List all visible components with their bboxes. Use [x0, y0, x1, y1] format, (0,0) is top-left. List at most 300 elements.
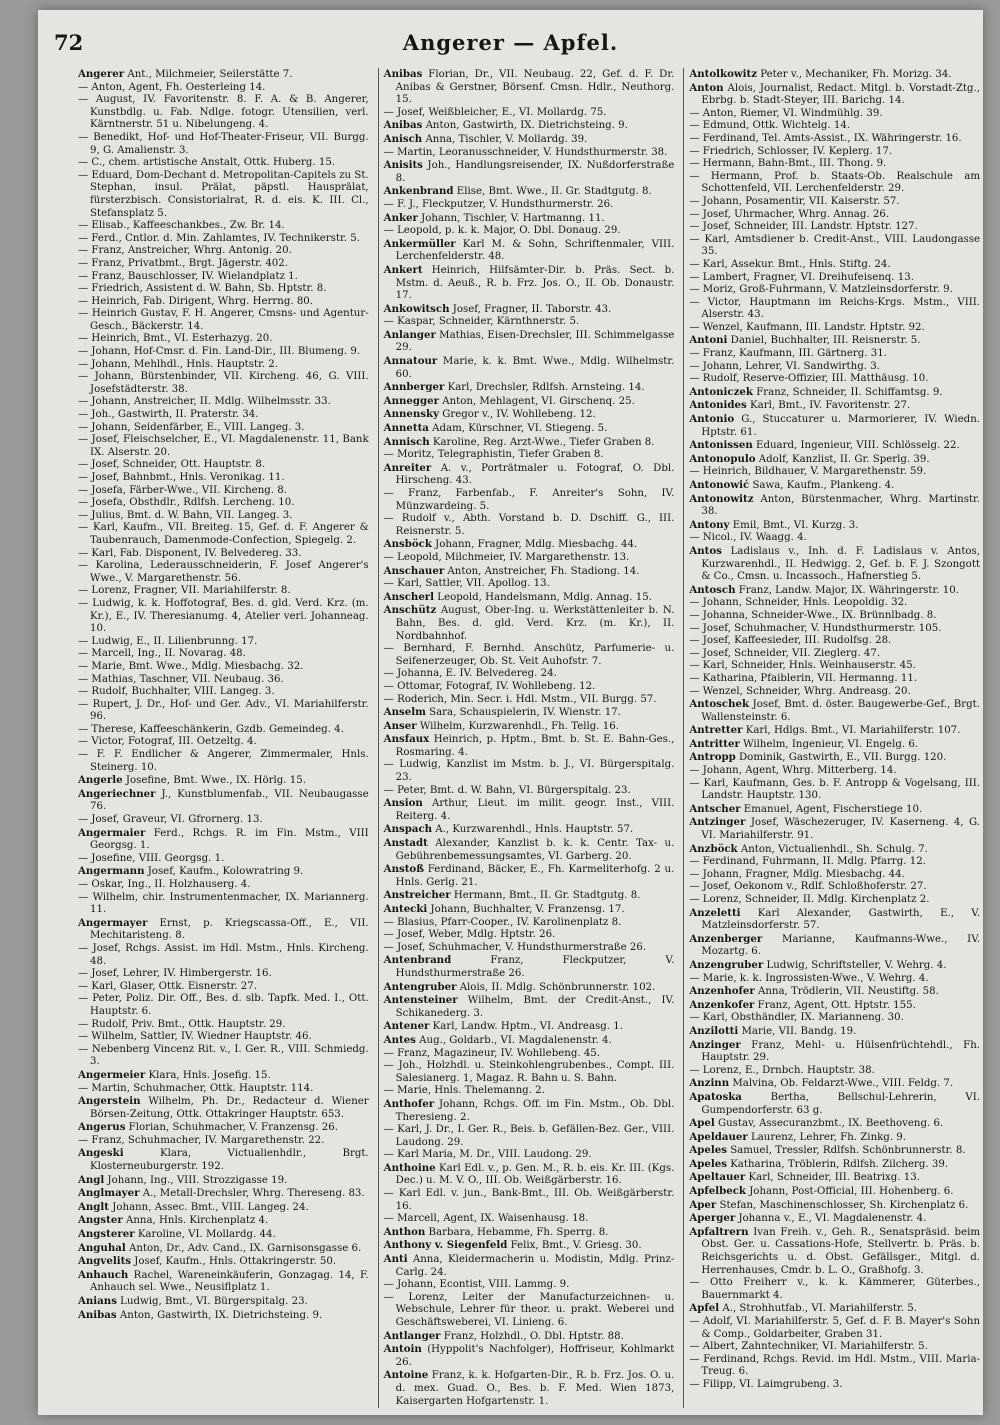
directory-entry	[78, 409, 369, 422]
entry-details: Heinrich, p. Hptm., Bmt. b. St. E. Bahn-Ges., Rosmaring. 4.	[395, 734, 675, 758]
entry-details: — Heinrich, Bmt., VI. Esterhazyg. 20.	[78, 333, 273, 345]
entry-details: Anton, Anstreicher, Fh. Stadiong. 14.	[444, 565, 640, 577]
entry-details: Alois, II. Mdlg. Schönbrunnerstr. 102.	[456, 981, 656, 993]
entry-details: Wilhelm, Ingenieur, VI. Engelg. 6.	[739, 738, 919, 750]
column-3	[683, 68, 983, 1408]
directory-entry	[78, 661, 369, 674]
directory-entry	[689, 869, 980, 882]
entry-details: — Karl, Obsthändler, IX. Marianneng. 30.	[689, 1012, 904, 1024]
entry-surname: Angvelits	[78, 1255, 132, 1268]
entry-details: — Johann, Lehrer, VI. Sandwirthg. 3.	[689, 360, 880, 372]
entry-details: Karl, Drechsler, Rdlfsh. Arnsteing. 14.	[444, 382, 645, 394]
entry-details: — Ludwig, Kanzlist im Mstm. b. J., VI. Bürgerspitalg. 23.	[383, 759, 675, 784]
entry-details: — Franz, Schuhmacher, IV. Margarethenstr. 22.	[78, 1134, 325, 1146]
directory-entry	[384, 889, 675, 903]
directory-entry	[384, 823, 675, 837]
entry-details: Josef, Fragner, II. Taborstr. 43.	[449, 303, 612, 315]
directory-entry	[384, 68, 675, 107]
entry-details: — Leopold, Milchmeier, IV. Margarethenstr. 13.	[383, 551, 630, 563]
entry-surname: Anguhal	[78, 1241, 126, 1254]
entry-details: G., Stuccaturer u. Marmorierer, IV. Wiedn. Hptstr. 61.	[701, 414, 981, 438]
entry-details: — Marcell, Agent, IX. Waisenhausg. 18.	[383, 1213, 589, 1225]
directory-entry	[78, 510, 369, 523]
entry-details: Karl, Bmt., IV. Favoritenstr. 27.	[746, 400, 911, 412]
directory-entry	[78, 296, 369, 309]
entry-details: Emil, Bmt., VI. Kurzg. 3.	[729, 519, 859, 531]
directory-entry	[689, 778, 980, 803]
entry-details: Karl M. & Sohn, Schriftenmaler, VIII. Lerchenfelderstr. 48.	[395, 238, 675, 263]
entry-details: — Karl, Kaufmann, Ges. b. F. Antropp & Vogelsang, III. Landstr. Hauptstr. 130.	[689, 777, 981, 802]
entry-details: Alois, Journalist, Redact. Mitgl. b. Vorstadt-Ztg., Ebrbg. b. Stadt-Steyer, III. Barichg. 14.	[701, 82, 981, 107]
directory-entry	[78, 333, 369, 346]
directory-entry	[384, 225, 675, 238]
entry-surname: Antoniczek	[689, 385, 753, 398]
entry-surname: Antropp	[689, 751, 736, 764]
directory-entry	[78, 1201, 369, 1215]
directory-entry	[689, 1117, 980, 1131]
entry-details: — Karl, Sattler, VII. Apollog. 13.	[383, 578, 550, 590]
directory-entry	[689, 751, 980, 765]
directory-entry	[689, 1212, 980, 1226]
directory-entry	[384, 1034, 675, 1048]
entry-details: — Wilhelm, Sattler, IV. Wiedner Hauptstr. 46.	[78, 1031, 312, 1043]
entry-details: — Anton, Riemer, VI. Windmühlg. 39.	[689, 107, 883, 119]
directory-entry	[78, 371, 369, 396]
directory-entry	[689, 1185, 980, 1199]
directory-entry	[78, 170, 369, 220]
entry-details: Ferd., Rchgs. R. im Fin. Mstm., VIII Georgsg. 1.	[90, 827, 369, 852]
directory-entry	[384, 917, 675, 930]
directory-entry	[78, 827, 369, 853]
page-header	[38, 10, 983, 60]
directory-entry	[78, 233, 369, 246]
directory-entry	[384, 329, 675, 355]
directory-entry	[78, 485, 369, 498]
entry-surname: Antonissen	[689, 439, 753, 452]
entry-surname: Antensteiner	[383, 994, 458, 1007]
entry-details: — Josef, Graveur, VI. Gfrornerg. 13.	[78, 814, 263, 826]
directory-entry	[689, 597, 980, 610]
entry-details: Johanna v., E., VI. Magdalenenstr. 4.	[735, 1213, 927, 1225]
entry-details: Josef, Wäschezeruger, IV. Kaserneng. 4, G. VI. Mariahilferstr. 91.	[701, 817, 981, 842]
directory-entry	[689, 1171, 980, 1185]
directory-entry	[689, 171, 980, 196]
entry-surname: Anstoß	[383, 863, 424, 876]
directory-entry	[689, 259, 980, 272]
directory-entry	[78, 724, 369, 737]
entry-details: Malvina, Ob. Feldarzt-Wwe., VIII. Feldg. 7.	[729, 1078, 954, 1090]
entry-details: — Bernhard, F. Bernhd. Anschütz, Parfumerie- u. Seifenerzeuger, Ob. St. Veit Auhofstr. 7.	[383, 643, 675, 667]
entry-details: — Eduard, Dom-Dechant d. Metropolitan-Capitels zu St. Stephan, insul. Prälat, päpstl. Hausprälat, fürsterzbisch. Consistorialrat, R. d. eis. K. III. Cl., Stefansplatz 5.	[78, 169, 369, 219]
directory-entry	[689, 738, 980, 752]
entry-surname: Angerstein	[78, 1095, 141, 1108]
directory-entry	[689, 803, 980, 817]
entry-details: Eduard, Ingenieur, VIII. Schlösselg. 22.	[752, 440, 960, 452]
entry-details: Ludwig, Bmt., VI. Bürgerspitalg. 23.	[116, 1296, 308, 1307]
entry-details: — Julius, Bmt. d. W. Bahn, VII. Langeg. 3.	[78, 509, 293, 521]
directory-entry	[689, 532, 980, 545]
directory-entry	[384, 981, 675, 995]
directory-entry	[689, 322, 980, 335]
directory-entry	[689, 413, 980, 439]
directory-entry	[384, 199, 675, 212]
entry-surname: Anser	[383, 719, 417, 732]
entry-details: — Moriz, Groß-Fuhrmann, V. Matzleinsdorferstr. 9.	[689, 284, 953, 296]
directory-entry	[78, 674, 369, 687]
directory-entry	[78, 636, 369, 649]
entry-details: Marie, k. k. Bmt. Wwe., Mdlg. Wilhelmstr. 60.	[395, 356, 675, 380]
directory-entry	[384, 785, 675, 798]
directory-entry	[78, 1242, 369, 1256]
entry-surname: Anglt	[78, 1200, 110, 1213]
entry-details: — Martin, Schuhmacher, Ottk. Hauptstr. 114.	[78, 1082, 314, 1094]
directory-entry	[384, 462, 675, 488]
entry-details: A., Metall-Drechsler, Whrg. Thereseng. 83.	[139, 1188, 365, 1200]
entry-surname: Angerus	[78, 1121, 126, 1134]
directory-entry	[78, 359, 369, 372]
directory-entry	[384, 381, 675, 395]
directory-entry	[689, 856, 980, 869]
entry-details: — Lorenz, Leiter der Manufacturzeichnen- u. Webschule, Lehrer für theor. u. prakt. Weberei und Geschäftsweberei, VI. Linieng. 6.	[383, 1291, 675, 1328]
directory-entry	[689, 673, 980, 686]
entry-surname: Antzinger	[689, 816, 746, 829]
directory-entry	[384, 513, 675, 538]
directory-entry	[78, 1135, 369, 1148]
entry-surname: Anians	[78, 1295, 117, 1307]
entry-details: — Oskar, Ing., II. Holzhauserg. 4.	[78, 879, 251, 890]
directory-entry	[78, 1187, 369, 1201]
entry-details: Leopold, Handelsmann, Mdlg. Annag. 15.	[434, 591, 652, 603]
directory-entry	[384, 1162, 675, 1188]
entry-details: Laurenz, Lehrer, Fh. Zinkg. 9.	[747, 1131, 907, 1143]
entry-details: — Karl Maria, M. Dr., VIII. Laudong. 29.	[383, 1149, 592, 1161]
entry-surname: Ankermüller	[383, 237, 456, 250]
entry-details: Gregor v., IV. Wohllebeng. 12.	[439, 409, 596, 421]
entry-details: — Josef, Uhrmacher, Whrg. Annag. 26.	[689, 208, 890, 220]
entry-details: Alexander, Kanzlist b. k. k. Centr. Tax- u. Gebührenbemessungsamtes, VI. Garberg. 20.	[395, 838, 675, 862]
entry-details: — Josefa, Färber-Wwe., VII. Kircheng. 8.	[78, 484, 287, 496]
entry-details: — Karl, Assekur. Bmt., Hnls. Stiftg. 24.	[689, 258, 891, 270]
entry-surname: Anibas	[383, 119, 423, 132]
directory-entry	[78, 472, 369, 485]
entry-details: Johann, Buchhalter, V. Franzensg. 17.	[427, 904, 625, 915]
entry-details: — Ferd., Cntlor. d. Min. Zahlamtes, IV. Technikerstr. 5.	[78, 232, 360, 244]
entry-surname: Aperger	[689, 1212, 736, 1225]
entry-details: — Otto Freiherr v., k. k. Kämmerer, Güterbes., Bauernmarkt 4.	[689, 1277, 981, 1301]
entry-details: — Peter, Poliz. Dir. Off., Bes. d. slb. Tapfk. Med. I., Ott. Hauptstr. 6.	[78, 993, 369, 1017]
column-1	[78, 68, 372, 1408]
entry-details: Anna, Hnls. Kirchenplatz 4.	[122, 1215, 269, 1227]
entry-details: — Friedrich, Assistent d. W. Bahn, Sb. Hptstr. 8.	[78, 283, 327, 295]
entry-surname: Antengruber	[383, 980, 457, 993]
directory-entry	[384, 1343, 675, 1369]
directory-entry	[689, 973, 980, 986]
directory-entry	[689, 348, 980, 361]
entry-details: — Wilhelm, chir. Instrumentenmacher, IX. Mariannerg. 11.	[78, 891, 369, 916]
entry-surname: Annatour	[383, 355, 438, 368]
entry-details: — Karl, Kaufm., VII. Breiteg. 15, Gef. d. F. Angerer & Taubenrauch, Damenmode-Confection, Spiegelg. 2.	[78, 522, 369, 546]
entry-details: Franz, Mehl- u. Hülsenfrüchtehdl., Fh. Hauptstr. 29.	[701, 1039, 981, 1064]
entry-details: Franz, Fleckputzer, V. Hundsthurmerstraße 26.	[395, 955, 675, 979]
entry-details: — Victor, Hauptmann im Reichs-Krgs. Mstm., VIII. Alserstr. 43.	[689, 296, 981, 321]
entry-surname: Antscher	[689, 802, 741, 815]
entry-details: Anton, Victualienhdl., Sh. Schulg. 7.	[737, 843, 928, 855]
directory-entry	[689, 234, 980, 259]
entry-details: — Ferdinand, Fuhrmann, II. Mdlg. Pfarrg. 12.	[689, 856, 926, 868]
entry-details: — Johann, Mehlhdl., Hnls. Hauptstr. 2.	[78, 358, 279, 370]
entry-details: — Franz, Kaufmann, III. Gärtnerg. 31.	[689, 348, 887, 360]
directory-entry	[689, 133, 980, 146]
entry-surname: Antener	[383, 1020, 430, 1033]
entry-details: — Lorenz, E., Drnbch. Hauptstr. 38.	[689, 1064, 875, 1076]
entry-details: Anna, Trödlerin, VII. Neustiftg. 58.	[754, 986, 939, 998]
directory-entry	[689, 584, 980, 598]
entry-surname: Angster	[78, 1214, 123, 1227]
entry-surname: Antony	[689, 518, 730, 531]
directory-entry	[384, 449, 675, 462]
directory-entry	[78, 892, 369, 917]
directory-entry	[689, 1077, 980, 1091]
directory-entry	[384, 1149, 675, 1162]
directory-entry	[689, 196, 980, 209]
entry-details: Bertha, Bellschul-Lehrerin, VI. Gumpendorferstr. 63 g.	[701, 1091, 981, 1116]
entry-details: — Joh., Holzhdl. u. Steinkohlengrubenbes., Compt. III. Salesianerg. 1, Magaz. R. Bahn u. S. Bahn.	[383, 1060, 675, 1084]
directory-entry	[689, 158, 980, 171]
entry-details: Johann, Rchgs. Off. im Fin. Mstm., Ob. Dbl. Theresieng. 2.	[395, 1098, 675, 1123]
directory-entry	[78, 1044, 369, 1069]
column-2	[378, 68, 678, 1408]
entry-details: Klara, Hnls. Josefig. 15.	[145, 1069, 271, 1081]
entry-details: Anton, Bürstenmacher, Whrg. Martinstr. 38.	[701, 493, 981, 518]
directory-entry	[78, 434, 369, 459]
entry-details: Florian, Schuhmacher, V. Franzensg. 26.	[125, 1122, 339, 1134]
entry-surname: Antoschek	[689, 698, 750, 711]
directory-entry	[384, 591, 675, 605]
entry-details: — Josef, Lehrer, IV. Himbergerstr. 16.	[78, 968, 272, 980]
directory-entry	[78, 788, 369, 814]
entry-details: — Josef, Schneider, III. Landstr. Hptstr. 127.	[689, 221, 918, 233]
entry-details: — Johann, Hof-Cmsr. d. Fin. Land-Dir., III. Blumeng. 9.	[78, 346, 361, 358]
entry-details: Dominik, Gastwirth, E., VII. Burgg. 120.	[735, 752, 947, 764]
directory-entry	[78, 1019, 369, 1032]
directory-entry	[384, 185, 675, 199]
directory-entry	[689, 1025, 980, 1039]
directory-entry	[384, 668, 675, 681]
directory-entry	[78, 1031, 369, 1044]
entry-details: Anton, Gastwirth, IX. Dietrichsteing. 9.	[116, 1309, 323, 1321]
entry-details: — Hermann, Bahn-Bmt., III. Thong. 9.	[689, 158, 887, 170]
entry-details: Karl, Schneider, III. Beatrixg. 13.	[745, 1172, 921, 1184]
entry-details: — Wenzel, Kaufmann, III. Landstr. Hptstr. 92.	[689, 321, 925, 333]
directory-entry	[689, 660, 980, 673]
directory-entry	[689, 479, 980, 493]
directory-entry	[384, 797, 675, 823]
entry-surname: Anglmayer	[78, 1187, 140, 1200]
entry-details: — Marie, Bmt. Wwe., Mdlg. Miesbachg. 32.	[78, 660, 304, 672]
directory-entry	[384, 316, 675, 329]
entry-details: — Johann, Bürstenbinder, VII. Kircheng. 46, G. VIII. Josefstädterstr. 38.	[78, 371, 369, 395]
directory-entry	[384, 1213, 675, 1226]
entry-details: Wilhelm, Bmt. der Credit-Anst., IV. Schikanederg. 3.	[395, 995, 675, 1019]
directory-entry	[689, 221, 980, 234]
directory-columns	[78, 68, 983, 1408]
entry-details: — Katharina, Pfaiblerin, VII. Hermanng. 11.	[689, 672, 918, 684]
entry-surname: Anibas	[383, 68, 423, 80]
entry-details: Adam, Kürschner, VI. Stiegeng. 5.	[428, 423, 608, 435]
entry-details: — Mathias, Taschner, VII. Neubaug. 36.	[78, 673, 284, 685]
entry-details: Emanuel, Agent, Fischerstiege 10.	[740, 803, 923, 815]
entry-details: — Blasius, Pfarr-Cooper., IV. Karolinenplatz 8.	[383, 916, 622, 928]
directory-entry	[689, 361, 980, 374]
entry-details: Franz, Agent, Ott. Hptstr. 155.	[754, 999, 916, 1011]
directory-entry	[78, 814, 369, 827]
directory-entry	[384, 643, 675, 668]
entry-surname: Ankowitsch	[383, 302, 450, 315]
entry-surname: Anzböck	[689, 842, 738, 855]
entry-details: — Johann, Fragner, Mdlg. Miesbachg. 44.	[689, 868, 905, 880]
entry-details: Anton, Dr., Adv. Cand., IX. Garnisonsgasse 6.	[125, 1242, 362, 1254]
entry-details: Josef, Kaufm., Hnls. Ottakringerstr. 50.	[131, 1256, 337, 1268]
directory-entry	[384, 159, 675, 185]
directory-entry	[689, 1379, 980, 1392]
entry-details: Katharina, Tröblerin, Rdlfsh. Zilcherg. 39.	[726, 1158, 949, 1170]
directory-entry	[78, 1309, 369, 1323]
entry-details: — Josef, Kaffeesieder, III. Rudolfsg. 28.	[689, 635, 892, 647]
directory-entry	[384, 903, 675, 917]
directory-entry	[384, 929, 675, 942]
entry-details: Josef, Bmt. d. öster. Baugewerbe-Gef., Brgt. Wallensteinstr. 6.	[701, 699, 981, 723]
directory-entry	[384, 863, 675, 889]
entry-details: Franz, Schneider, II. Schiffamtsg. 9.	[752, 386, 943, 398]
entry-surname: Anscherl	[383, 590, 435, 603]
directory-entry	[689, 120, 980, 133]
entry-details: — Friedrich, Schlosser, IV. Keplerg. 17.	[689, 145, 893, 157]
entry-details: — Nicol., IV. Waagg. 4.	[689, 532, 807, 544]
entry-details: — Johanna, E. IV. Belvedereg. 24.	[383, 668, 557, 680]
entry-details: — Ferdinand, Rchgs. Revid. im Hdl. Mstm., VIII. Maria-Treug. 6.	[689, 1353, 981, 1378]
directory-entry	[78, 459, 369, 472]
directory-entry	[689, 1226, 980, 1277]
directory-entry	[78, 1228, 369, 1242]
entry-surname: Angeriechner	[78, 787, 156, 800]
directory-entry	[689, 466, 980, 479]
entry-details: — Karl Edl. v. jun., Bank-Bmt., III. Ob. Weißgärberstr. 16.	[383, 1188, 675, 1212]
entry-surname: Ansfaux	[383, 733, 430, 746]
directory-entry	[384, 759, 675, 784]
entry-details: — Albert, Zahntechniker, VI. Mariahilferstr. 5.	[689, 1341, 928, 1353]
directory-entry	[689, 284, 980, 297]
entry-details: Karl Alexander, Gastwirth, E., V. Matzleinsdorferstr. 57.	[701, 907, 981, 932]
directory-entry	[78, 1214, 369, 1228]
entry-details: — Karl, J. Dr., I. Ger. R., Beis. b. Gefällen-Bez. Ger., VIII. Laudong. 29.	[383, 1124, 675, 1148]
entry-details: — Joh., Gastwirth, II. Praterstr. 34.	[78, 409, 259, 421]
entry-details: Anton, Mehlagent, VI. Girschenq. 25.	[438, 395, 635, 407]
entry-details: — Elisab., Kaffeeschankbes., Zw. Br. 14.	[78, 220, 285, 232]
entry-details: Karoline, Reg. Arzt-Wwe., Tiefer Graben 8.	[429, 436, 655, 448]
directory-entry	[78, 94, 369, 132]
directory-entry	[689, 985, 980, 999]
entry-details: — Franz, Anstreicher, Whrg. Antonig. 20.	[78, 245, 292, 257]
directory-entry	[384, 694, 675, 707]
directory-entry	[78, 283, 369, 296]
entry-surname: Ankenbrand	[383, 185, 454, 198]
entry-surname: Angeski	[78, 1147, 124, 1160]
page-number: 72	[54, 30, 84, 55]
directory-entry	[384, 733, 675, 759]
directory-entry	[689, 297, 980, 322]
entry-details: Ferdinand, Bäcker, E., Fh. Karmeliterhofg. 2 u. Hnls. Gerlg. 21.	[395, 864, 675, 888]
directory-entry	[689, 881, 980, 894]
entry-details: Karl Edl. v., p. Gen. M., R. b. eis. Kr. III. (Kgs. Dec.) u. M. V. O., III. Ob. Weißgärberstr. 16.	[395, 1162, 675, 1187]
entry-surname: Anhauch	[78, 1268, 129, 1281]
entry-details: Karl, Hdlgs. Bmt., VI. Mariahilferstr. 107.	[742, 725, 961, 737]
directory-entry	[689, 373, 980, 386]
directory-entry	[78, 968, 369, 981]
entry-details: Peter v., Mechaniker, Fh. Morizg. 34.	[757, 69, 952, 80]
entry-details: — Johann, Anstreicher, II. Mdlg. Wilhelmsstr. 33.	[78, 396, 331, 408]
entry-details: — Rudolf v., Abth. Vorstand b. D. Dschiff. G., III. Reisnerstr. 5.	[383, 513, 675, 537]
entry-details: — Moritz, Telegraphistin, Tiefer Graben 8.	[383, 449, 604, 461]
entry-details: Franz, Landw. Major, IX. Währingerstr. 10.	[735, 584, 959, 596]
entry-surname: Anthoine	[383, 1161, 436, 1174]
entry-surname: Annberger	[383, 381, 445, 394]
entry-details: — Josef, Rchgs. Assist. im Hdl. Mstm., Hnls. Kircheng. 48.	[78, 942, 369, 967]
entry-details: — Ludwig, k. k. Hoffotograf, Bes. d. gld. Verd. Krz. (m. Kr.), E., IV. Theresianumg. 4, Atelier verl. Johanneag. 10.	[78, 597, 369, 635]
directory-entry	[78, 82, 369, 95]
directory-entry	[78, 917, 369, 943]
entry-surname: Antolkowitz	[689, 68, 758, 80]
entry-details: — F. J., Fleckputzer, V. Hundsthurmerstr. 26.	[383, 198, 614, 210]
directory-entry	[384, 395, 675, 409]
entry-surname: Apatoska	[689, 1090, 742, 1103]
directory-entry	[689, 816, 980, 842]
directory-entry	[384, 1292, 675, 1330]
entry-surname: Anspach	[383, 823, 433, 836]
entry-details: — Marie, Hnls. Thelemanng. 2.	[383, 1085, 545, 1097]
directory-entry	[384, 1085, 675, 1098]
directory-entry	[689, 724, 980, 738]
entry-details: — Anton, Agent, Fh. Oesterleing 14.	[78, 81, 266, 93]
directory-entry	[78, 396, 369, 409]
entry-details: — Johann, Posamentir, VII. Kaiserstr. 57.	[689, 195, 900, 207]
entry-details: — Heinrich Gustav, F. H. Angerer, Cmsns- und Agentur-Gesch., Bäckerstr. 14.	[78, 308, 369, 332]
entry-surname: Anzilotti	[689, 1024, 739, 1037]
directory-entry	[384, 1253, 675, 1279]
entry-details: — Josef, Schuhmacher, V. Hundsthurmerstraße 26.	[383, 941, 647, 953]
entry-surname: Annegger	[383, 394, 439, 407]
directory-entry	[78, 1174, 369, 1188]
entry-details: A., Kurzwarenhdl., Hnls. Hauptstr. 57.	[432, 824, 634, 836]
entry-surname: Anzinger	[689, 1038, 741, 1051]
entry-surname: Antritter	[689, 737, 740, 750]
entry-surname: Ansböck	[383, 538, 432, 551]
directory-entry	[689, 399, 980, 413]
directory-entry	[689, 843, 980, 857]
directory-entry	[384, 1020, 675, 1034]
directory-entry	[689, 209, 980, 222]
entry-surname: Annetta	[383, 422, 429, 435]
entry-surname: Anzeletti	[689, 906, 741, 919]
entry-details: Aug., Goldarb., VI. Magdalenenstr. 4.	[415, 1034, 612, 1046]
entry-surname: Apeldauer	[689, 1130, 748, 1143]
entry-details: Anton, Gastwirth, IX. Dietrichsteing. 9.	[422, 120, 628, 132]
entry-details: — Rudolf, Buchhalter, VIII. Langeg. 3.	[78, 686, 275, 698]
directory-entry	[78, 1269, 369, 1295]
entry-surname: Annisch	[383, 435, 430, 448]
directory-entry	[689, 439, 980, 453]
directory-entry	[384, 1226, 675, 1240]
entry-surname: Apel	[689, 1117, 715, 1130]
